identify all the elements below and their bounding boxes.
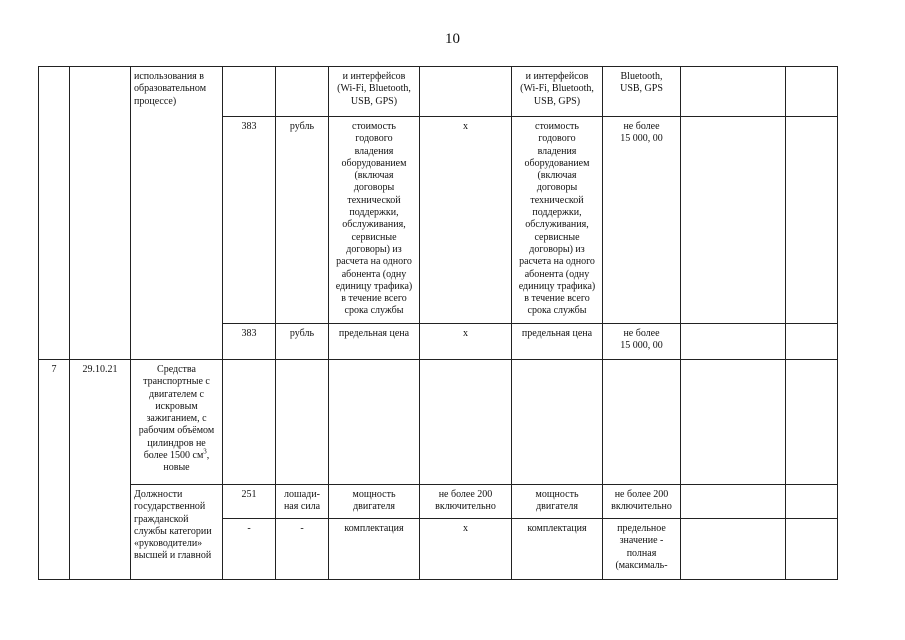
cell-characteristic [329,485,420,519]
cell-extra-1 [681,117,786,324]
cell-value: х [420,117,512,324]
cell-characteristic-2 [512,360,603,485]
cell-value-2 [603,67,681,117]
page-number: 10 [445,31,460,47]
cell-extra-1 [681,360,786,485]
cell-unit: - [276,519,329,580]
cell-value-2 [603,117,681,324]
characteristic-text: стоимость годового владения оборудованием (включая договоры технической поддержки, обслуживания, сервисные договоры) из расчета на одного абонента (одну единицу трафика) в течение всего срока службы [335,121,413,317]
characteristic-text: и интерфейсов (Wi-Fi, Bluetooth, USB, GPS) [337,71,411,107]
value-text: не более 200 включительно [435,489,496,513]
cell-num-continued [39,67,70,360]
cell-characteristic-2: предельная цена [512,324,603,360]
cell-value [420,67,512,117]
cell-item-name [131,360,223,485]
cell-extra-2 [786,67,838,117]
item-name-text: использования в образовательном процессе) [134,71,207,107]
characteristic-2-text: мощность двигателя [535,489,579,513]
cell-extra-2 [786,117,838,324]
cell-unit: рубль [276,324,329,360]
value-2-text: Bluetooth, USB, GPS [620,71,663,95]
position-text: Должности государственной гражданской службы категории «руководители» высшей и главной [134,489,212,562]
cell-value-2 [603,485,681,519]
cell-extra-2 [786,519,838,580]
cell-num: 7 [39,360,70,580]
characteristic-2-text: стоимость годового владения оборудованием (включая договоры технической поддержки, обслуживания, сервисные договоры) из расчета на одного абонента (одну единицу трафика) в течение всего срока службы [518,121,596,317]
item-name-suffix: , новые [163,450,210,474]
cell-value: х [420,324,512,360]
cell-unit: рубль [276,117,329,324]
cell-value [420,360,512,485]
table-row [39,67,838,117]
cell-value: х [420,519,512,580]
cell-okpd: 29.10.21 [70,360,131,580]
cell-value-2 [603,519,681,580]
cell-unit [276,485,329,519]
cell-value [420,485,512,519]
value-2-text: не более 200 включительно [611,489,672,513]
cell-okpd-continued [70,67,131,360]
cell-characteristic [329,117,420,324]
cell-code: 383 [223,324,276,360]
cell-unit [276,67,329,117]
cell-characteristic-2 [512,485,603,519]
cell-code [223,67,276,117]
requirements-table [38,66,838,580]
cell-characteristic [329,360,420,485]
cell-value-2 [603,324,681,360]
cell-item-name [131,67,223,360]
characteristic-text: мощность двигателя [352,489,396,513]
cell-extra-2 [786,324,838,360]
value-2-text: не более 15 000, 00 [620,121,663,145]
cell-extra-1 [681,485,786,519]
cell-code: - [223,519,276,580]
cell-value-2 [603,360,681,485]
cell-characteristic: предельная цена [329,324,420,360]
characteristic-2-text: и интерфейсов (Wi-Fi, Bluetooth, USB, GPS) [520,71,594,107]
item-name-text: Средства транспортные с двигателем с искровым зажиганием, с рабочим объёмом цилиндров не более 1500 см [138,364,215,462]
cell-characteristic [329,67,420,117]
cell-extra-1 [681,67,786,117]
table-row [39,485,838,519]
cell-extra-1 [681,519,786,580]
unit-text: лошади- ная сила [283,489,321,513]
cell-code: 251 [223,485,276,519]
cell-characteristic: комплектация [329,519,420,580]
cell-characteristic-2: комплектация [512,519,603,580]
cell-extra-2 [786,360,838,485]
table-row [39,360,838,485]
cell-unit [276,360,329,485]
cell-code: 383 [223,117,276,324]
cell-characteristic-2 [512,117,603,324]
cell-extra-1 [681,324,786,360]
cell-code [223,360,276,485]
cell-characteristic-2 [512,67,603,117]
value-2-text: предельное значение - полная (максималь- [615,523,668,571]
superscript-text: 3 [203,447,207,456]
cell-extra-2 [786,485,838,519]
cell-position [131,485,223,580]
value-2-text: не более 15 000, 00 [620,328,663,352]
